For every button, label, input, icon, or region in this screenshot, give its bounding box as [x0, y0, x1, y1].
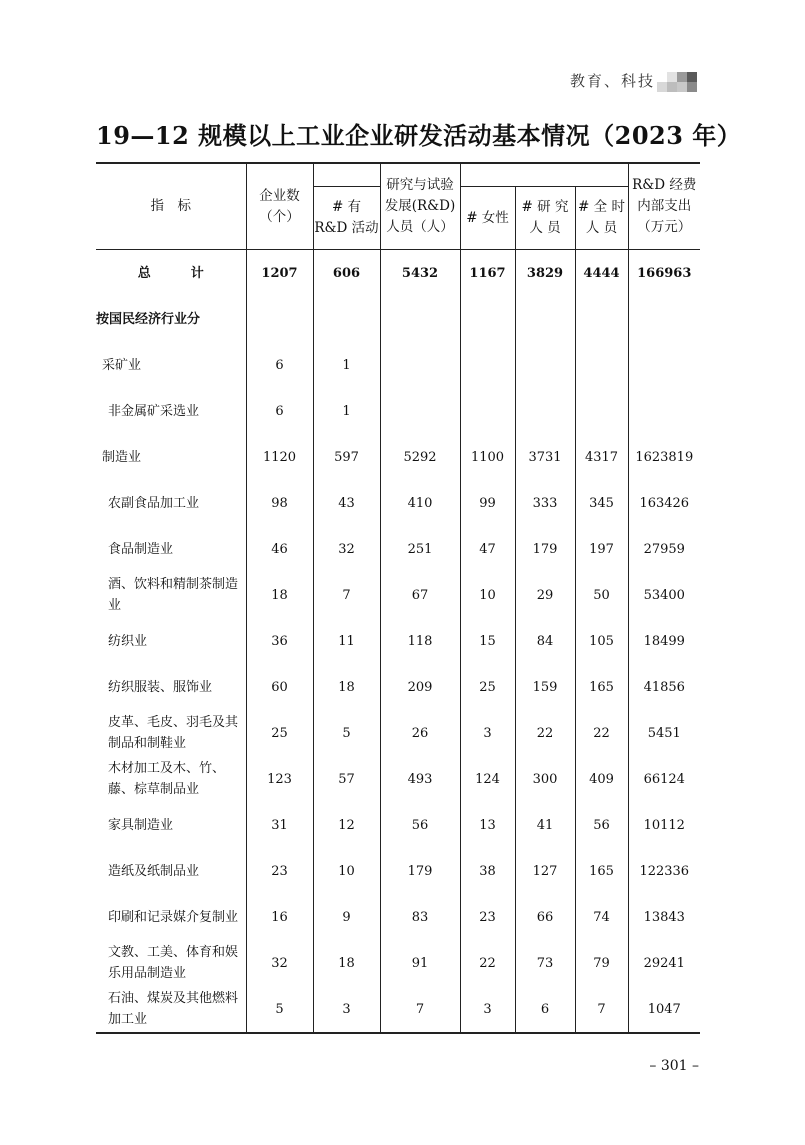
cell-enterprises: 31: [246, 802, 313, 848]
cell-female: 1100: [460, 434, 515, 480]
row-label: 食品制造业: [108, 541, 174, 557]
cell-fulltime: 74: [575, 894, 628, 940]
cell-rd-personnel: 91: [380, 940, 460, 986]
row-label: 石油、煤炭及其他燃料加工业: [96, 986, 246, 1033]
cell-fulltime: 50: [575, 572, 628, 618]
cell-female: 124: [460, 756, 515, 802]
col-female: # 女性: [460, 187, 515, 250]
table-row-total: [96, 250, 700, 297]
table-row: [96, 434, 700, 480]
cell-enterprises: 60: [246, 664, 313, 710]
cell-rd-expense: 18499: [628, 618, 700, 664]
cell-fulltime: 4317: [575, 434, 628, 480]
section-tag: 教育、科技: [569, 72, 655, 90]
cell-fulltime: 7: [575, 986, 628, 1033]
cell-fulltime: 22: [575, 710, 628, 756]
cell-with-rd: 606: [313, 250, 380, 297]
cell-enterprises: 46: [246, 526, 313, 572]
cell-researchers: 6: [515, 986, 575, 1033]
cell-fulltime: 409: [575, 756, 628, 802]
cell-female: [460, 342, 515, 388]
cell-rd-personnel: 209: [380, 664, 460, 710]
cell-rd-personnel: 56: [380, 802, 460, 848]
cell-rd-personnel: 179: [380, 848, 460, 894]
cell-researchers: 73: [515, 940, 575, 986]
cell-with-rd: 3: [313, 986, 380, 1033]
row-label: 纺织业: [108, 633, 148, 649]
row-label: 纺织服装、服饰业: [108, 679, 213, 695]
cell-female: 23: [460, 894, 515, 940]
cell-fulltime: 197: [575, 526, 628, 572]
cell-enterprises: 32: [246, 940, 313, 986]
cell-rd-personnel: 251: [380, 526, 460, 572]
decorative-squares-icon: [657, 70, 699, 92]
cell-female: [460, 388, 515, 434]
cell-rd-personnel: 5292: [380, 434, 460, 480]
cell-enterprises: 18: [246, 572, 313, 618]
cell-female: 3: [460, 710, 515, 756]
cell-with-rd: 1: [313, 388, 380, 434]
cell-fulltime: 56: [575, 802, 628, 848]
cell-researchers: 179: [515, 526, 575, 572]
cell-rd-personnel: 7: [380, 986, 460, 1033]
col-with-rd: # 有 R&D 活动: [313, 187, 380, 250]
cell-rd-personnel: 493: [380, 756, 460, 802]
cell-rd-personnel: 410: [380, 480, 460, 526]
cell-researchers: 333: [515, 480, 575, 526]
cell-enterprises: 25: [246, 710, 313, 756]
cell-fulltime: 165: [575, 848, 628, 894]
col-researchers: # 研 究人 员: [515, 187, 575, 250]
row-label: 皮革、毛皮、羽毛及其制品和制鞋业: [108, 715, 239, 751]
cell-researchers: 29: [515, 572, 575, 618]
row-label: 总计: [137, 265, 244, 281]
cell-researchers: [515, 388, 575, 434]
cell-with-rd: 11: [313, 618, 380, 664]
table-row: [96, 848, 700, 894]
table-row: [96, 526, 700, 572]
cell-with-rd: 43: [313, 480, 380, 526]
cell-with-rd: 18: [313, 664, 380, 710]
table-row-group: [96, 296, 700, 342]
cell-with-rd: 1: [313, 342, 380, 388]
cell-rd-expense: 10112: [628, 802, 700, 848]
row-label: 家具制造业: [108, 817, 174, 833]
row-label: 采矿业: [102, 357, 142, 373]
cell-enterprises: 5: [246, 986, 313, 1033]
table-row: [96, 618, 700, 664]
cell-rd-personnel: 67: [380, 572, 460, 618]
table-row: [96, 894, 700, 940]
col-indicator: 指 标: [96, 163, 246, 250]
cell-enterprises: 98: [246, 480, 313, 526]
cell-rd-expense: 166963: [628, 250, 700, 297]
col-fulltime: # 全 时人 员: [575, 187, 628, 250]
table-row: [96, 986, 700, 1033]
stats-table: [96, 162, 700, 1034]
cell-fulltime: 345: [575, 480, 628, 526]
cell-enterprises: 123: [246, 756, 313, 802]
row-label: 非金属矿采选业: [108, 403, 200, 419]
cell-rd-expense: 1623819: [628, 434, 700, 480]
cell-fulltime: 4444: [575, 250, 628, 297]
cell-with-rd: 12: [313, 802, 380, 848]
table-row: [96, 664, 700, 710]
table-row: [96, 710, 700, 756]
table-row: [96, 756, 700, 802]
cell-enterprises: 1207: [246, 250, 313, 297]
table-row: [96, 802, 700, 848]
cell-female: 15: [460, 618, 515, 664]
cell-rd-expense: 29241: [628, 940, 700, 986]
cell-rd-expense: 122336: [628, 848, 700, 894]
table-row: [96, 388, 700, 434]
cell-female: 13: [460, 802, 515, 848]
cell-researchers: 300: [515, 756, 575, 802]
row-label: 农副食品加工业: [108, 495, 200, 511]
row-label: 造纸及纸制品业: [108, 863, 200, 879]
cell-female: 22: [460, 940, 515, 986]
cell-enterprises: 6: [246, 342, 313, 388]
cell-researchers: 22: [515, 710, 575, 756]
cell-enterprises: 6: [246, 388, 313, 434]
cell-rd-expense: 41856: [628, 664, 700, 710]
cell-fulltime: 79: [575, 940, 628, 986]
table-row: [96, 342, 700, 388]
cell-researchers: 159: [515, 664, 575, 710]
col-rd-expense: R&D 经费内部支出（万元）: [628, 163, 700, 250]
cell-fulltime: [575, 342, 628, 388]
cell-with-rd: 57: [313, 756, 380, 802]
cell-rd-personnel: [380, 342, 460, 388]
cell-rd-expense: 5451: [628, 710, 700, 756]
cell-with-rd: 18: [313, 940, 380, 986]
cell-with-rd: 32: [313, 526, 380, 572]
cell-female: 3: [460, 986, 515, 1033]
cell-enterprises: 23: [246, 848, 313, 894]
cell-fulltime: 105: [575, 618, 628, 664]
cell-rd-personnel: 83: [380, 894, 460, 940]
col-enterprises: 企业数（个）: [246, 163, 313, 250]
cell-rd-expense: 53400: [628, 572, 700, 618]
cell-researchers: 84: [515, 618, 575, 664]
cell-enterprises: 1120: [246, 434, 313, 480]
row-label: 印刷和记录媒介复制业: [108, 909, 239, 925]
cell-researchers: 66: [515, 894, 575, 940]
cell-with-rd: 597: [313, 434, 380, 480]
cell-researchers: 41: [515, 802, 575, 848]
cell-rd-personnel: 118: [380, 618, 460, 664]
cell-rd-personnel: [380, 388, 460, 434]
page-title: 19—12 规模以上工业企业研发活动基本情况（2023 年）: [96, 121, 742, 150]
table-row: [96, 940, 700, 986]
cell-female: 38: [460, 848, 515, 894]
cell-researchers: 127: [515, 848, 575, 894]
cell-with-rd: 10: [313, 848, 380, 894]
row-label: 制造业: [102, 449, 142, 465]
cell-female: 25: [460, 664, 515, 710]
cell-female: 47: [460, 526, 515, 572]
cell-researchers: 3731: [515, 434, 575, 480]
col-rd-personnel: 研究与试验发展(R&D) 人员（人）: [380, 163, 460, 250]
cell-female: 1167: [460, 250, 515, 297]
cell-rd-expense: 66124: [628, 756, 700, 802]
group-label: 按国民经济行业分: [96, 311, 201, 327]
table-row: [96, 572, 700, 618]
cell-rd-expense: 13843: [628, 894, 700, 940]
cell-female: 10: [460, 572, 515, 618]
cell-female: 99: [460, 480, 515, 526]
row-label: 文教、工美、体育和娱乐用品制造业: [108, 945, 239, 981]
cell-fulltime: 165: [575, 664, 628, 710]
cell-rd-expense: [628, 388, 700, 434]
row-label: 酒、饮料和精制茶制造业: [108, 577, 239, 613]
cell-rd-expense: 27959: [628, 526, 700, 572]
cell-researchers: 3829: [515, 250, 575, 297]
cell-fulltime: [575, 388, 628, 434]
cell-researchers: [515, 342, 575, 388]
cell-with-rd: 7: [313, 572, 380, 618]
cell-rd-personnel: 26: [380, 710, 460, 756]
cell-rd-expense: 163426: [628, 480, 700, 526]
page-number: – 301 –: [649, 1058, 699, 1074]
row-label: 木材加工及木、竹、藤、棕草制品业: [108, 761, 226, 797]
cell-rd-expense: [628, 342, 700, 388]
cell-enterprises: 16: [246, 894, 313, 940]
cell-rd-expense: 1047: [628, 986, 700, 1033]
cell-rd-personnel: 5432: [380, 250, 460, 297]
cell-enterprises: 36: [246, 618, 313, 664]
table-row: [96, 480, 700, 526]
cell-with-rd: 5: [313, 710, 380, 756]
cell-with-rd: 9: [313, 894, 380, 940]
